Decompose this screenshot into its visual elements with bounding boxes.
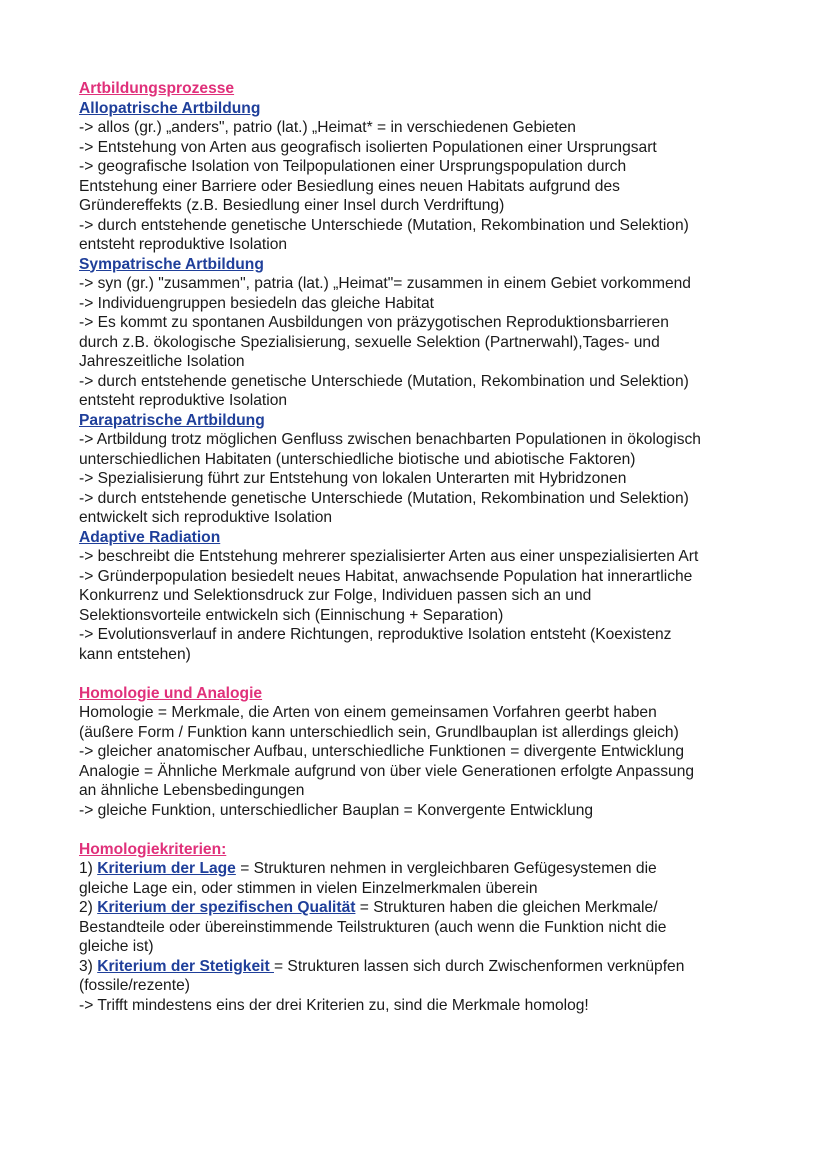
text-line: (äußere Form / Funktion kann unterschiedlich sein, Grundlbauplan ist allerdings gleich): [79, 723, 679, 741]
text-line: entsteht reproduktive Isolation: [79, 392, 288, 409]
text-line: -> allos (gr.) „anders", patrio (lat.) „Heimat* = in verschiedenen Gebieten: [79, 119, 576, 136]
section-title-artbildungsprozesse: Artbildungsprozesse: [79, 80, 235, 97]
text-line: unterschiedlichen Habitaten (unterschiedliche biotische und abiotische Faktoren): [79, 450, 636, 468]
section-title-homologiekriterien: Homologiekriterien:: [79, 840, 227, 858]
spacer: [79, 664, 809, 684]
text-line: -> durch entstehende genetische Unterschiede (Mutation, Rekombination und Selektion): [79, 372, 689, 390]
conclusion-line: -> Trifft mindestens eins der drei Kriterien zu, sind die Merkmale homolog!: [79, 996, 589, 1014]
text-line: Konkurrenz und Selektionsdruck zur Folge, Individuen passen sich an und: [79, 587, 592, 604]
criterion-number: 1): [79, 860, 98, 877]
text-line: Entstehung einer Barriere oder Besiedlung eines neuen Habitats aufgrund des: [79, 177, 620, 195]
criterion-term-spezifische-qualitaet: Kriterium der spezifischen Qualität: [97, 899, 356, 916]
text-line: -> Evolutionsverlauf in andere Richtungen, reproduktive Isolation entsteht (Koexistenz: [79, 626, 672, 643]
heading-parapatrische-artbildung: Parapatrische Artbildung: [79, 411, 265, 429]
text-line: Bestandteile oder übereinstimmende Teilstrukturen (auch wenn die Funktion nicht die: [79, 918, 667, 936]
text-line: -> gleiche Funktion, unterschiedlicher Bauplan = Konvergente Entwicklung: [79, 801, 594, 819]
text-line: -> Artbildung trotz möglichen Genfluss zwischen benachbarten Populationen in ökologisch: [79, 431, 701, 448]
text-line: (fossile/rezente): [79, 977, 190, 994]
text-line: -> geografische Isolation von Teilpopulationen einer Ursprungspopulation durch: [79, 158, 627, 175]
criterion-1: [79, 859, 809, 879]
text-line: -> syn (gr.) "zusammen", patria (lat.) „Heimat"= zusammen in einem Gebiet vorkommend: [79, 275, 691, 292]
text-line: kann entstehen): [79, 645, 191, 663]
criterion-text: = Strukturen haben die gleichen Merkmale/: [355, 899, 658, 916]
text-line: Gründereffekts (z.B. Besiedlung einer Insel durch Verdriftung): [79, 197, 505, 214]
text-line: Selektionsvorteile entwickeln sich (Einnischung + Separation): [79, 606, 504, 624]
criterion-number: 3): [79, 957, 98, 975]
text-line: Jahreszeitliche Isolation: [79, 353, 245, 370]
text-line: entsteht reproduktive Isolation: [79, 236, 288, 253]
criterion-2: [79, 898, 809, 918]
text-line: -> durch entstehende genetische Unterschiede (Mutation, Rekombination und Selektion): [79, 489, 689, 507]
text-line: -> gleicher anatomischer Aufbau, unterschiedliche Funktionen = divergente Entwicklung: [79, 743, 685, 760]
criterion-text: = Strukturen nehmen in vergleichbaren Gefügesystemen die: [235, 860, 657, 877]
text-line: -> Individuengruppen besiedeln das gleiche Habitat: [79, 294, 435, 312]
text-line: durch z.B. ökologische Spezialisierung, sexuelle Selektion (Partnerwahl),Tages- und: [79, 333, 660, 351]
criterion-number: 2): [79, 899, 98, 916]
text-line: an ähnliche Lebensbedingungen: [79, 782, 305, 799]
text-line: -> Spezialisierung führt zur Entstehung von lokalen Unterarten mit Hybridzonen: [79, 470, 627, 487]
text-line: gleiche Lage ein, oder stimmen in vielen Einzelmerkmalen überein: [79, 879, 538, 897]
criterion-term-lage: Kriterium der Lage: [97, 860, 236, 877]
text-line: -> beschreibt die Entstehung mehrerer spezialisierter Arten aus einer unspezialisierten Art: [79, 548, 699, 565]
text-line: -> Es kommt zu spontanen Ausbildungen von präzygotischen Reproduktionsbarrieren: [79, 314, 669, 331]
text-line: -> durch entstehende genetische Unterschiede (Mutation, Rekombination und Selektion): [79, 216, 689, 234]
text-line: -> Gründerpopulation besiedelt neues Habitat, anwachsende Population hat innerartliche: [79, 567, 693, 585]
criterion-3: [79, 957, 809, 977]
text-line: entwickelt sich reproduktive Isolation: [79, 509, 333, 526]
text-line: Analogie = Ähnliche Merkmale aufgrund von über viele Generationen erfolgte Anpassung: [79, 762, 695, 780]
spacer: [79, 820, 809, 840]
heading-allopatrische-artbildung: Allopatrische Artbildung: [79, 99, 261, 117]
criterion-text: = Strukturen lassen sich durch Zwischenformen verknüpfen: [273, 957, 685, 975]
document: [79, 79, 809, 1015]
heading-sympatrische-artbildung: Sympatrische Artbildung: [79, 255, 264, 273]
heading-adaptive-radiation: Adaptive Radiation: [79, 528, 221, 546]
text-line: -> Entstehung von Arten aus geografisch isolierten Populationen einer Ursprungsart: [79, 138, 657, 156]
criterion-term-stetigkeit: Kriterium der Stetigkeit: [97, 957, 274, 975]
text-line: Homologie = Merkmale, die Arten von einem gemeinsamen Vorfahren geerbt haben: [79, 704, 657, 721]
section-title-homologie-analogie: Homologie und Analogie: [79, 684, 263, 702]
text-line: gleiche ist): [79, 938, 154, 955]
